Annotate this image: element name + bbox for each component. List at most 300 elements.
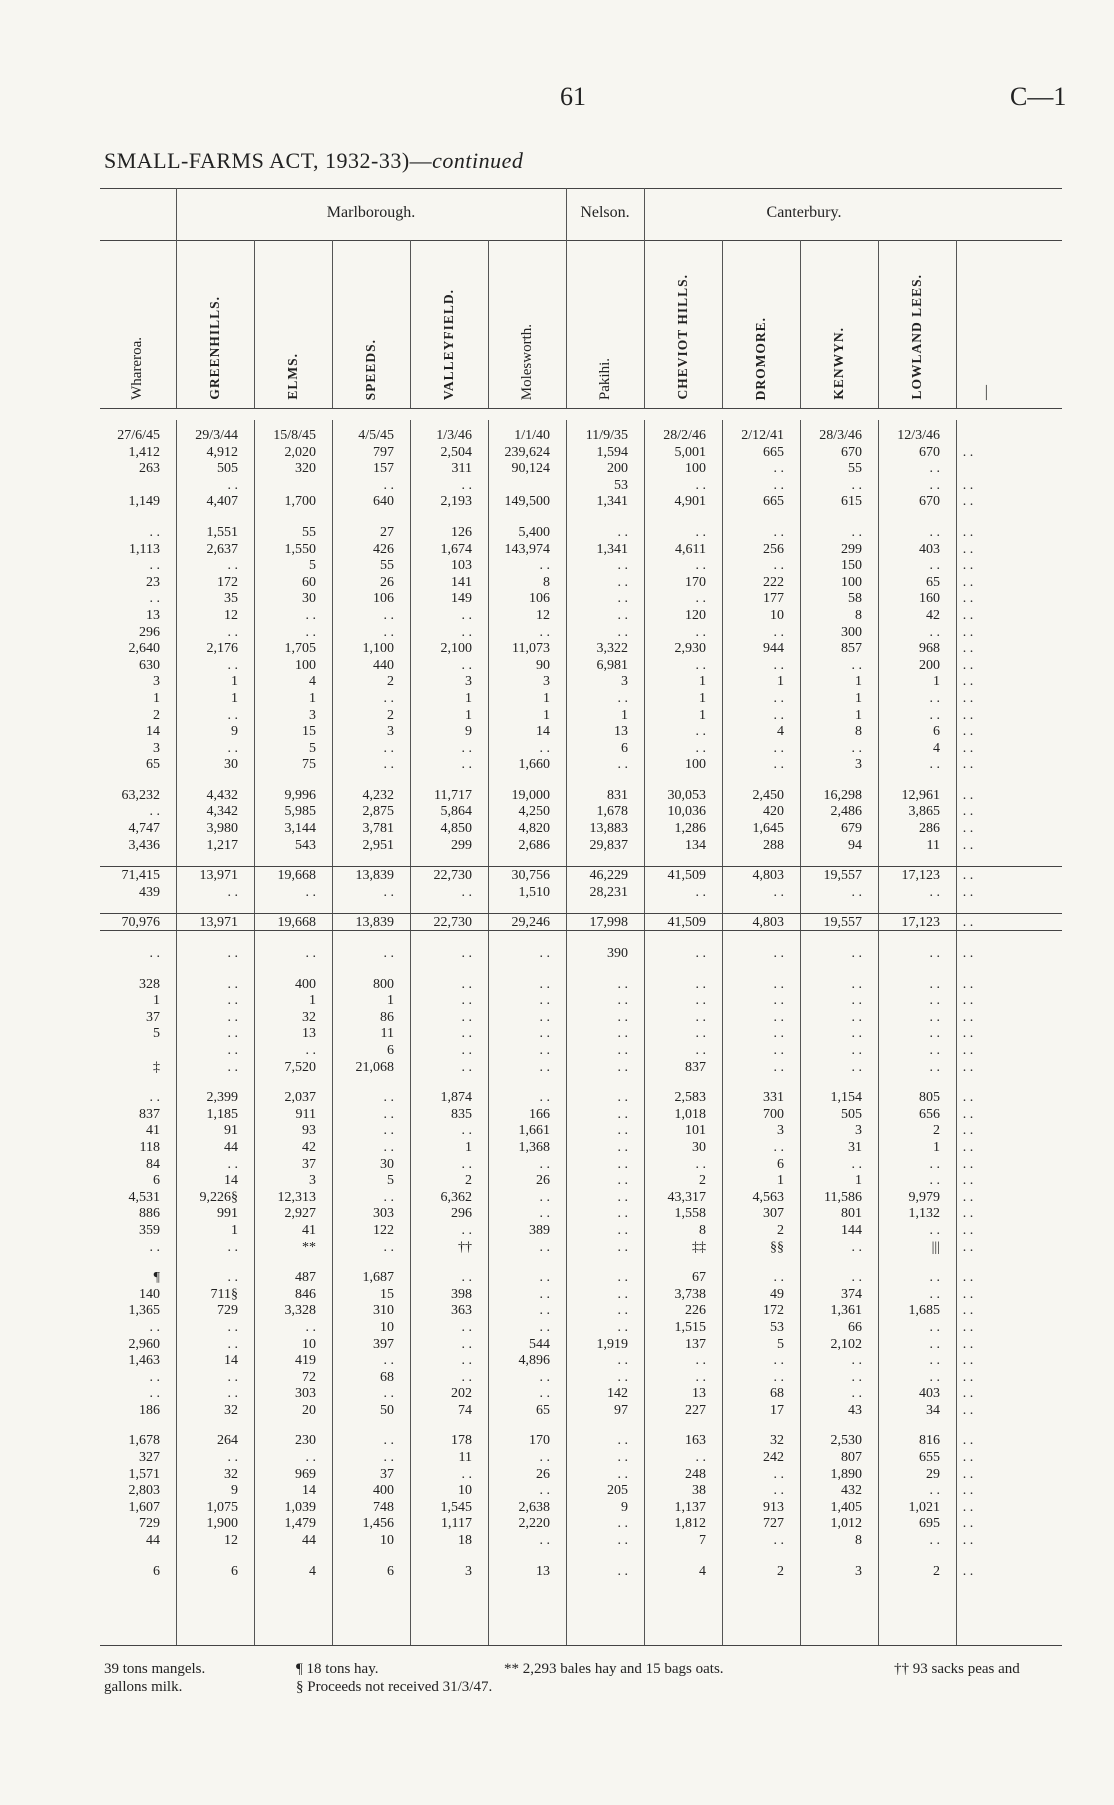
table-cell: 13,883 bbox=[589, 821, 628, 837]
table-row bbox=[100, 674, 1060, 691]
table-cell: 2,927 bbox=[284, 1206, 316, 1222]
table-cell: 65 bbox=[926, 574, 940, 590]
table-cell: . . bbox=[383, 757, 394, 773]
table-cell: . . bbox=[617, 1450, 628, 1466]
table-cell: 1 bbox=[465, 690, 472, 706]
table-cell: . . bbox=[962, 724, 974, 740]
footnote-mangels: 39 tons mangels. bbox=[104, 1661, 206, 1677]
table-cell: §§ bbox=[770, 1239, 784, 1255]
table-cell: 17,998 bbox=[589, 915, 628, 931]
table-cell: . . bbox=[617, 1319, 628, 1335]
header-top-rule bbox=[100, 188, 1062, 189]
table-cell: 505 bbox=[841, 1106, 862, 1122]
table-cell: . . bbox=[617, 1106, 628, 1122]
table-cell: 6 bbox=[387, 1563, 394, 1579]
table-cell: . . bbox=[461, 1270, 472, 1286]
table-cell: 1 bbox=[855, 674, 862, 690]
table-cell: 143,974 bbox=[504, 541, 550, 557]
table-cell: ‡ bbox=[153, 1059, 160, 1075]
table-cell: 10 bbox=[380, 1319, 394, 1335]
table-cell: . . bbox=[695, 657, 706, 673]
table-cell: . . bbox=[962, 1123, 974, 1139]
table-cell: 11/9/35 bbox=[585, 428, 628, 443]
table-cell: 2,640 bbox=[128, 641, 160, 657]
table-cell: . . bbox=[962, 541, 974, 557]
table-cell: . . bbox=[962, 740, 974, 756]
table-cell: . . bbox=[773, 1369, 784, 1385]
table-cell: 2,875 bbox=[362, 804, 394, 820]
table-cell bbox=[100, 478, 166, 495]
table-cell: . . bbox=[227, 1239, 238, 1255]
table-cell: . . bbox=[539, 1450, 550, 1466]
table-cell: 222 bbox=[763, 574, 784, 590]
table-cell: 37 bbox=[146, 1009, 160, 1025]
table-cell: 4,912 bbox=[206, 444, 238, 460]
table-cell: 53 bbox=[614, 477, 628, 493]
table-cell: 1,185 bbox=[206, 1106, 238, 1122]
table-cell: 857 bbox=[841, 641, 862, 657]
table-row bbox=[100, 1240, 1060, 1257]
table-cell: 3 bbox=[465, 1563, 472, 1579]
col-greenhills: GREENHILLS. bbox=[207, 296, 222, 400]
table-cell: 1,515 bbox=[674, 1319, 706, 1335]
table-cell: . . bbox=[617, 624, 628, 640]
table-cell: 2,951 bbox=[362, 837, 394, 853]
table-cell: 3 bbox=[855, 757, 862, 773]
table-cell: . . bbox=[461, 1009, 472, 1025]
table-cell: 5,400 bbox=[518, 524, 550, 540]
table-cell: 4,563 bbox=[752, 1189, 784, 1205]
table-cell: . . bbox=[383, 1353, 394, 1369]
table-cell: 389 bbox=[529, 1222, 550, 1238]
table-cell: 665 bbox=[763, 494, 784, 510]
table-cell: . . bbox=[617, 1009, 628, 1025]
table-cell: . . bbox=[962, 1386, 974, 1402]
table-cell: . . bbox=[539, 1286, 550, 1302]
footnote-line bbox=[104, 1678, 1064, 1696]
table-cell: 8 bbox=[855, 724, 862, 740]
table-cell: . . bbox=[539, 1239, 550, 1255]
table-cell: 1,405 bbox=[830, 1499, 862, 1515]
table-cell: 6 bbox=[387, 1043, 394, 1058]
table-row bbox=[100, 1500, 1060, 1517]
table-cell: . . bbox=[539, 1483, 550, 1499]
table-cell: 41,509 bbox=[667, 915, 706, 931]
table-cell: 11,586 bbox=[824, 1189, 862, 1205]
col-pakihi: Pakihi. bbox=[596, 357, 613, 400]
table-cell: 55 bbox=[380, 558, 394, 574]
table-cell: . . bbox=[851, 1026, 862, 1042]
table-cell: . . bbox=[227, 1156, 238, 1172]
table-cell: 505 bbox=[217, 461, 238, 477]
table-cell: 1,286 bbox=[674, 821, 706, 837]
table-cell: 9 bbox=[231, 1483, 238, 1499]
table-cell bbox=[946, 461, 996, 478]
table-cell: . . bbox=[305, 1450, 316, 1466]
table-cell: . . bbox=[617, 607, 628, 623]
table-cell: 3,781 bbox=[362, 821, 394, 837]
table-cell: . . bbox=[962, 1043, 974, 1058]
table-cell: . . bbox=[962, 1106, 974, 1122]
table-row bbox=[100, 525, 1060, 542]
table-cell: 58 bbox=[848, 591, 862, 607]
table-row bbox=[100, 478, 1060, 495]
table-cell: 172 bbox=[763, 1303, 784, 1319]
table-cell: . . bbox=[929, 558, 940, 574]
page-number: 61 bbox=[560, 82, 586, 111]
table-cell: 1 bbox=[231, 674, 238, 690]
table-cell: 2,930 bbox=[674, 641, 706, 657]
col-dromore: DROMORE. bbox=[753, 316, 768, 400]
table-cell: . . bbox=[461, 657, 472, 673]
table-cell: 801 bbox=[841, 1206, 862, 1222]
table-cell: . . bbox=[617, 690, 628, 706]
table-cell: 1,661 bbox=[518, 1123, 550, 1139]
table-row bbox=[100, 804, 1060, 821]
table-cell: 75 bbox=[302, 757, 316, 773]
table-cell: . . bbox=[773, 1353, 784, 1369]
table-cell: . . bbox=[227, 1059, 238, 1075]
table-cell: 256 bbox=[763, 541, 784, 557]
table-cell: 837 bbox=[685, 1059, 706, 1075]
table-row bbox=[100, 741, 1060, 758]
table-cell: 1,678 bbox=[596, 804, 628, 820]
table-row bbox=[100, 708, 1060, 725]
table-row bbox=[100, 993, 1060, 1010]
table-cell: 1,890 bbox=[830, 1466, 862, 1482]
table-cell: 150 bbox=[841, 558, 862, 574]
table-cell: 800 bbox=[373, 976, 394, 992]
table-cell: 4 bbox=[309, 1563, 316, 1579]
table-cell: 19,668 bbox=[277, 915, 316, 931]
table-cell: . . bbox=[617, 1270, 628, 1286]
table-cell: 1 bbox=[543, 707, 550, 723]
table-cell: 29,246 bbox=[511, 915, 550, 931]
table-cell: . . bbox=[962, 1499, 974, 1515]
table-cell: 4,432 bbox=[206, 787, 238, 803]
table-row bbox=[100, 1026, 1060, 1043]
table-cell: 1 bbox=[231, 1222, 238, 1238]
table-cell: 1,874 bbox=[440, 1090, 472, 1106]
table-cell: 55 bbox=[848, 461, 862, 477]
table-cell: 74 bbox=[458, 1402, 472, 1418]
table-cell: . . bbox=[695, 724, 706, 740]
table-cell: 63,232 bbox=[121, 787, 160, 803]
table-cell: 86 bbox=[380, 1009, 394, 1025]
table-cell: 26 bbox=[536, 1466, 550, 1482]
table-cell: . . bbox=[695, 524, 706, 540]
table-cell: 1,919 bbox=[596, 1336, 628, 1352]
table-cell: . . bbox=[929, 976, 940, 992]
table-cell: 2 bbox=[387, 707, 394, 723]
table-cell: 32 bbox=[302, 1009, 316, 1025]
table-cell: 615 bbox=[841, 494, 862, 510]
table-cell: 1,075 bbox=[206, 1499, 238, 1515]
table-cell: 6 bbox=[153, 1173, 160, 1189]
table-cell: . . bbox=[851, 1156, 862, 1172]
table-cell: . . bbox=[962, 1563, 974, 1579]
table-cell: 118 bbox=[139, 1139, 160, 1155]
table-cell: 11,073 bbox=[512, 641, 550, 657]
table-cell: . . bbox=[962, 1450, 974, 1466]
table-cell: 172 bbox=[217, 574, 238, 590]
table-cell: . . bbox=[962, 1369, 974, 1385]
table-cell: . . bbox=[383, 1139, 394, 1155]
table-cell: 400 bbox=[373, 1483, 394, 1499]
table-row bbox=[100, 1140, 1060, 1157]
table-cell: 1,545 bbox=[440, 1499, 472, 1515]
table-cell: . . bbox=[962, 1336, 974, 1352]
table-cell: 1,018 bbox=[674, 1106, 706, 1122]
table-cell: 178 bbox=[451, 1433, 472, 1449]
table-cell: 177 bbox=[763, 591, 784, 607]
table-cell: 186 bbox=[139, 1402, 160, 1418]
table-cell: 331 bbox=[763, 1090, 784, 1106]
table-cell: 13 bbox=[302, 1026, 316, 1042]
table-cell: 2,637 bbox=[206, 541, 238, 557]
table-cell: 3 bbox=[387, 724, 394, 740]
table-cell: 1,685 bbox=[908, 1303, 940, 1319]
table-cell: . . bbox=[962, 524, 974, 540]
table-cell: . . bbox=[617, 1026, 628, 1042]
col-kenwyn: KENWYN. bbox=[831, 327, 846, 400]
table-cell: 6 bbox=[933, 724, 940, 740]
table-cell: . . bbox=[617, 1516, 628, 1532]
col-elms: ELMS. bbox=[285, 353, 300, 400]
group-nelson: Nelson. bbox=[580, 204, 630, 221]
table-cell: . . bbox=[695, 1026, 706, 1042]
table-cell: 3 bbox=[855, 1123, 862, 1139]
table-cell: . . bbox=[539, 558, 550, 574]
table-cell: . . bbox=[383, 1450, 394, 1466]
table-cell: . . bbox=[962, 946, 974, 962]
table-cell: . . bbox=[383, 946, 394, 962]
table-cell: 807 bbox=[841, 1450, 862, 1466]
table-cell: 1 bbox=[465, 707, 472, 723]
table-cell: . . bbox=[539, 1386, 550, 1402]
table-row bbox=[100, 1190, 1060, 1207]
table-cell: 70,976 bbox=[121, 915, 160, 931]
table-cell: 43 bbox=[848, 1402, 862, 1418]
table-cell: 2,176 bbox=[206, 641, 238, 657]
table-cell: 9 bbox=[621, 1499, 628, 1515]
table-row bbox=[100, 1287, 1060, 1304]
table-cell: 3 bbox=[153, 674, 160, 690]
table-cell: 2,504 bbox=[440, 444, 472, 460]
table-row bbox=[100, 1060, 1060, 1077]
table-cell: 13,839 bbox=[355, 915, 394, 931]
table-cell: . . bbox=[929, 884, 940, 900]
table-row bbox=[100, 1303, 1060, 1320]
table-cell: 1/3/46 bbox=[436, 428, 472, 443]
table-cell: . . bbox=[851, 1369, 862, 1385]
table-cell: 1,558 bbox=[674, 1206, 706, 1222]
table-cell: . . bbox=[461, 1336, 472, 1352]
table-cell: . . bbox=[539, 1303, 550, 1319]
table-cell: 299 bbox=[451, 837, 472, 853]
table-cell: 2,686 bbox=[518, 837, 550, 853]
table-cell: 4 bbox=[933, 740, 940, 756]
table-cell: . . bbox=[929, 993, 940, 1009]
table-cell: 41 bbox=[302, 1222, 316, 1238]
table-cell: . . bbox=[929, 624, 940, 640]
table-cell: 68 bbox=[770, 1386, 784, 1402]
table-cell: . . bbox=[227, 657, 238, 673]
table-cell: . . bbox=[539, 1206, 550, 1222]
table-cell: . . bbox=[227, 1450, 238, 1466]
table-cell: . . bbox=[962, 1402, 974, 1418]
table-cell: 4,820 bbox=[518, 821, 550, 837]
table-row bbox=[100, 838, 1060, 855]
table-cell: . . bbox=[227, 624, 238, 640]
table-cell: 29/3/44 bbox=[195, 428, 238, 443]
table-cell: 8 bbox=[543, 574, 550, 590]
table-cell: 22,730 bbox=[433, 915, 472, 931]
table-row bbox=[100, 868, 1060, 885]
table-cell: . . bbox=[962, 477, 974, 493]
table-cell: . . bbox=[539, 1026, 550, 1042]
table-cell: . . bbox=[929, 1156, 940, 1172]
table-cell: 41,509 bbox=[667, 868, 706, 884]
table-cell: . . bbox=[851, 946, 862, 962]
table-cell: 29 bbox=[926, 1466, 940, 1482]
table-cell: 797 bbox=[373, 444, 394, 460]
table-cell: . . bbox=[617, 1090, 628, 1106]
table-cell: . . bbox=[962, 607, 974, 623]
table-cell: . . bbox=[227, 976, 238, 992]
table-cell: . . bbox=[461, 624, 472, 640]
table-cell: . . bbox=[695, 884, 706, 900]
row-spacer bbox=[100, 1076, 1060, 1090]
table-cell: 100 bbox=[295, 657, 316, 673]
row-spacer bbox=[100, 511, 1060, 525]
table-cell: 5,001 bbox=[674, 444, 706, 460]
table-cell: 55 bbox=[302, 524, 316, 540]
group-rule bbox=[100, 240, 1062, 241]
table-cell: 3,436 bbox=[128, 837, 160, 853]
table-cell: 30,756 bbox=[511, 868, 550, 884]
table-cell: . . bbox=[149, 524, 160, 540]
table-cell: 2,020 bbox=[284, 444, 316, 460]
table-cell: 10 bbox=[302, 1336, 316, 1352]
table-row bbox=[100, 1564, 1060, 1581]
table-cell: . . bbox=[539, 1369, 550, 1385]
table-cell: 400 bbox=[295, 976, 316, 992]
table-cell: . . bbox=[227, 946, 238, 962]
table-cell: . . bbox=[962, 1319, 974, 1335]
table-cell: 13 bbox=[536, 1563, 550, 1579]
table-cell: 3 bbox=[309, 707, 316, 723]
table-cell: 3,738 bbox=[674, 1286, 706, 1302]
table-cell: . . bbox=[929, 1173, 940, 1189]
table-cell: . . bbox=[539, 624, 550, 640]
table-cell: . . bbox=[962, 1286, 974, 1302]
table-cell: . . bbox=[773, 993, 784, 1009]
table-row bbox=[100, 757, 1060, 774]
table-cell: . . bbox=[962, 1433, 974, 1449]
table-cell: 100 bbox=[685, 757, 706, 773]
table-cell: 6 bbox=[777, 1156, 784, 1172]
table-cell: 12 bbox=[224, 1533, 238, 1549]
table-cell: . . bbox=[851, 884, 862, 900]
table-cell: . . bbox=[851, 1239, 862, 1255]
table-cell: 1,039 bbox=[284, 1499, 316, 1515]
table-cell: 97 bbox=[614, 1402, 628, 1418]
table-cell: . . bbox=[461, 1043, 472, 1058]
table-cell: . . bbox=[851, 1270, 862, 1286]
table-cell: 1,361 bbox=[830, 1303, 862, 1319]
table-cell: 727 bbox=[763, 1516, 784, 1532]
table-row bbox=[100, 658, 1060, 675]
table-cell: . . bbox=[539, 1270, 550, 1286]
table-cell: 439 bbox=[139, 884, 160, 900]
table-cell: . . bbox=[851, 524, 862, 540]
table-cell: 1,021 bbox=[908, 1499, 940, 1515]
table-cell: 14 bbox=[146, 724, 160, 740]
table-cell: . . bbox=[461, 1466, 472, 1482]
table-cell: . . bbox=[383, 740, 394, 756]
table-cell: 137 bbox=[685, 1336, 706, 1352]
table-cell: 670 bbox=[919, 494, 940, 510]
table-cell: . . bbox=[617, 1286, 628, 1302]
table-cell: 1,571 bbox=[128, 1466, 160, 1482]
table-cell: . . bbox=[962, 1173, 974, 1189]
table-cell: 5 bbox=[777, 1336, 784, 1352]
row-spacer bbox=[100, 963, 1060, 977]
table-cell: 30,053 bbox=[667, 787, 706, 803]
table-cell: 748 bbox=[373, 1499, 394, 1515]
table-cell: . . bbox=[227, 1369, 238, 1385]
table-row bbox=[100, 1483, 1060, 1500]
table-cell: . . bbox=[617, 591, 628, 607]
table-cell: 4/5/45 bbox=[358, 428, 394, 443]
table-cell: . . bbox=[383, 884, 394, 900]
table-cell: 14 bbox=[224, 1353, 238, 1369]
table-cell: 9,226§ bbox=[199, 1189, 238, 1205]
table-cell: . . bbox=[227, 1336, 238, 1352]
table-cell: . . bbox=[773, 1043, 784, 1058]
table-cell: . . bbox=[383, 624, 394, 640]
table-cell: . . bbox=[383, 1239, 394, 1255]
table-cell: 426 bbox=[373, 541, 394, 557]
table-cell: 805 bbox=[919, 1090, 940, 1106]
table-cell: 4,232 bbox=[362, 787, 394, 803]
table-cell: 12/3/46 bbox=[897, 428, 940, 443]
table-cell: 695 bbox=[919, 1516, 940, 1532]
table-cell: . . bbox=[962, 641, 974, 657]
table-cell: . . bbox=[383, 690, 394, 706]
table-row bbox=[100, 1337, 1060, 1354]
table-cell: 1,456 bbox=[362, 1516, 394, 1532]
table-cell: 17,123 bbox=[901, 915, 940, 931]
table-cell: 2,486 bbox=[830, 804, 862, 820]
table-cell: 28,231 bbox=[589, 884, 628, 900]
table-cell: 35 bbox=[224, 591, 238, 607]
table-cell: 72 bbox=[302, 1369, 316, 1385]
table-cell: ||| bbox=[931, 1239, 940, 1255]
table-cell: . . bbox=[773, 461, 784, 477]
table-cell: 160 bbox=[919, 591, 940, 607]
table-cell: 1,368 bbox=[518, 1139, 550, 1155]
table-cell: . . bbox=[617, 757, 628, 773]
table-cell: 15 bbox=[302, 724, 316, 740]
table-row bbox=[100, 1370, 1060, 1387]
table-cell: 2,399 bbox=[206, 1090, 238, 1106]
table-cell: . . bbox=[305, 1319, 316, 1335]
table-cell: 2,100 bbox=[440, 641, 472, 657]
table-cell: 3,322 bbox=[596, 641, 628, 657]
table-cell: 3,865 bbox=[908, 804, 940, 820]
